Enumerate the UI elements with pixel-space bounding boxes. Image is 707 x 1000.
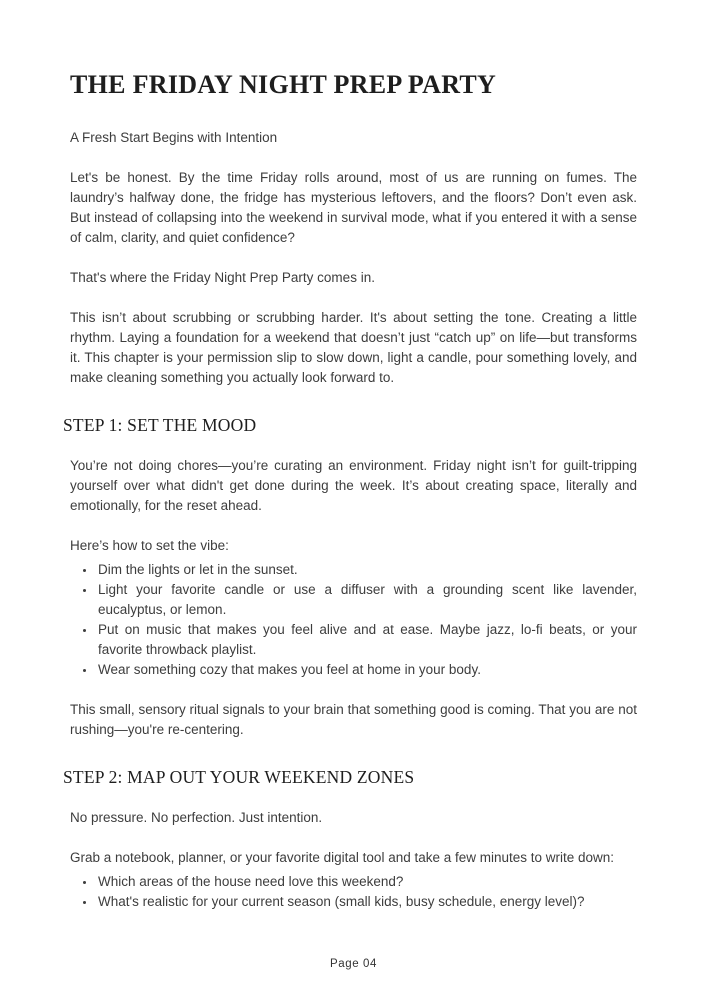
list-item: • Put on music that makes you feel alive and at ease. Maybe jazz, lo-fi beats, or your favorite throwback playlist. bbox=[96, 620, 637, 660]
intro-paragraph-3: This isn’t about scrubbing or scrubbing harder. It's about setting the tone. Creating a little rhythm. Laying a foundation for a weekend that doesn’t just “catch up” on life—but transforms it. This chapter is your permission slip to slow down, light a candle, pour something lovely, and make cleaning something you actually look forward to. bbox=[70, 310, 637, 385]
step1-list-intro: Here’s how to set the vibe: bbox=[70, 538, 229, 553]
step2-bullet-list bbox=[70, 872, 637, 912]
page-title: THE FRIDAY NIGHT PREP PARTY bbox=[70, 70, 497, 99]
intro-paragraph-2: That's where the Friday Night Prep Party comes in. bbox=[70, 270, 375, 285]
chapter-subtitle: A Fresh Start Begins with Intention bbox=[70, 130, 278, 145]
step2-list-intro: Grab a notebook, planner, or your favorite digital tool and take a few minutes to write down: bbox=[70, 850, 615, 865]
list-item: • Which areas of the house need love this weekend? bbox=[96, 872, 637, 892]
intro-paragraph-1: Let's be honest. By the time Friday rolls around, most of us are running on fumes. The laundry’s halfway done, the fridge has mysterious leftovers, and the floors? Don’t even ask. But instead of collapsing into the weekend in survival mode, what if you entered it with a sense of calm, clarity, and quiet confidence? bbox=[70, 170, 637, 245]
list-item: • What's realistic for your current season (small kids, busy schedule, energy level)? bbox=[96, 892, 637, 912]
step2-paragraph-1: No pressure. No perfection. Just intention. bbox=[70, 810, 323, 825]
list-item: • Dim the lights or let in the sunset. bbox=[96, 560, 637, 580]
step1-paragraph-2: This small, sensory ritual signals to your brain that something good is coming. That you are not rushing—you're re-centering. bbox=[70, 702, 637, 737]
step1-heading: STEP 1: SET THE MOOD bbox=[63, 415, 257, 435]
list-item: • Wear something cozy that makes you feel at home in your body. bbox=[96, 660, 637, 680]
page-number: Page 04 bbox=[329, 958, 378, 970]
step1-paragraph-1: You’re not doing chores—you’re curating an environment. Friday night isn’t for guilt-tripping yourself over what didn't get done during the week. It’s about creating space, literally and emotionally, for the reset ahead. bbox=[70, 458, 637, 513]
step1-bullet-list bbox=[70, 560, 637, 680]
step2-heading: STEP 2: MAP OUT YOUR WEEKEND ZONES bbox=[63, 767, 415, 787]
list-item: • Light your favorite candle or use a diffuser with a grounding scent like lavender, eucalyptus, or lemon. bbox=[96, 580, 637, 620]
